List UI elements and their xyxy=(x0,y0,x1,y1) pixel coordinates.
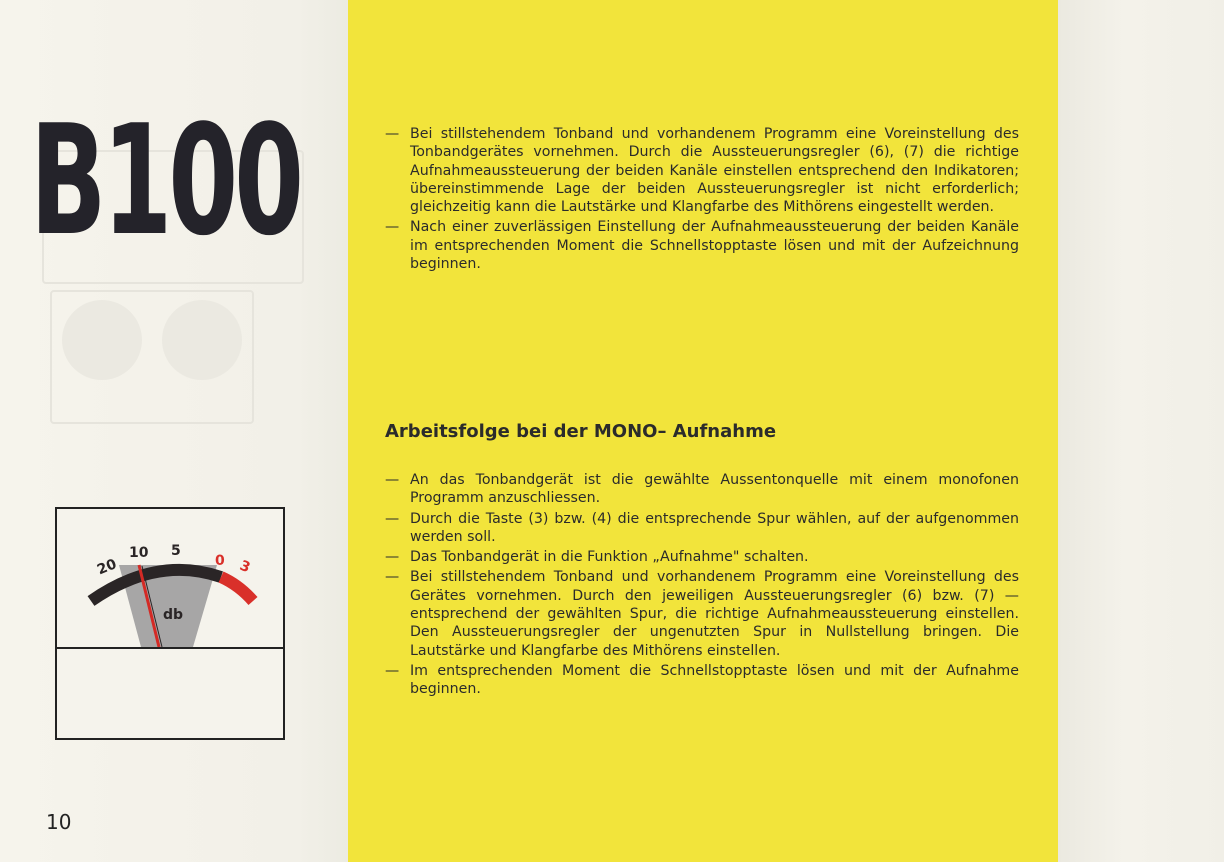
model-title: B100 xyxy=(30,92,301,269)
meter-unit-label: db xyxy=(163,607,184,623)
level-meter-illustration xyxy=(55,507,285,740)
instruction-list-top xyxy=(385,125,1019,275)
show-through-reel xyxy=(162,300,242,380)
meter-label-20: 20 xyxy=(94,556,120,579)
section-heading-mono: Arbeitsfolge bei der MONO– Aufnahme xyxy=(385,421,777,442)
list-item: — Durch die Taste (3) bzw. (4) die entsprechende Spur wählen, auf der aufgenommen werden soll. xyxy=(385,510,1019,547)
meter-divider xyxy=(57,647,283,649)
page-number: 10 xyxy=(46,810,72,834)
list-item: — Im entsprechenden Moment die Schnellstopptaste lösen und mit der Aufnahme beginnen. xyxy=(385,662,1019,699)
list-item: — Bei stillstehendem Tonband und vorhandenem Programm eine Voreinstellung des Tonbandgerätes vornehmen. Durch die Aussteuerungsregler (6), (7) die richtige Aufnahmeaussteuerung der beiden Kanäle einstellen entsprechend den Indikatoren; übereinstimmende Lage der beiden Aussteuerungsregler ist nicht erforderlich; gleichzeitig kann die Lautstärke und Klangfarbe des Mithörens eingestellt werden. xyxy=(385,125,1019,216)
meter-label-3: 3 xyxy=(237,557,253,577)
meter-overload-arc xyxy=(221,577,253,601)
instruction-list-mono xyxy=(385,471,1019,701)
meter-dial xyxy=(57,509,283,647)
list-item: — Nach einer zuverlässigen Einstellung der Aufnahmeaussteuerung der beiden Kanäle im entsprechenden Moment die Schnellstopptaste lösen und mit der Aufzeichnung beginnen. xyxy=(385,218,1019,273)
list-item: — An das Tonbandgerät ist die gewählte Aussentonquelle mit einem monofonen Programm anzuschliessen. xyxy=(385,471,1019,508)
show-through-reel xyxy=(62,300,142,380)
list-item: — Bei stillstehendem Tonband und vorhandenem Programm eine Voreinstellung des Gerätes vornehmen. Durch den jeweiligen Aussteuerungsregler (6) bzw. (7) — entsprechend der gewählten Spur, die richtige Aufnahmeaussteuerung einstellen. Den Aussteuerungsregler der ungenutzten Spur in Nullstellung bringen. Die Lautstärke und Klangfarbe des Mithörens einstellen. xyxy=(385,568,1019,659)
right-page-edge xyxy=(1058,0,1224,862)
list-item: — Das Tonbandgerät in die Funktion „Aufnahme" schalten. xyxy=(385,548,1019,566)
meter-label-0: 0 xyxy=(215,553,225,569)
meter-label-10: 10 xyxy=(129,545,149,561)
left-page xyxy=(0,0,348,862)
meter-label-5: 5 xyxy=(171,543,181,559)
